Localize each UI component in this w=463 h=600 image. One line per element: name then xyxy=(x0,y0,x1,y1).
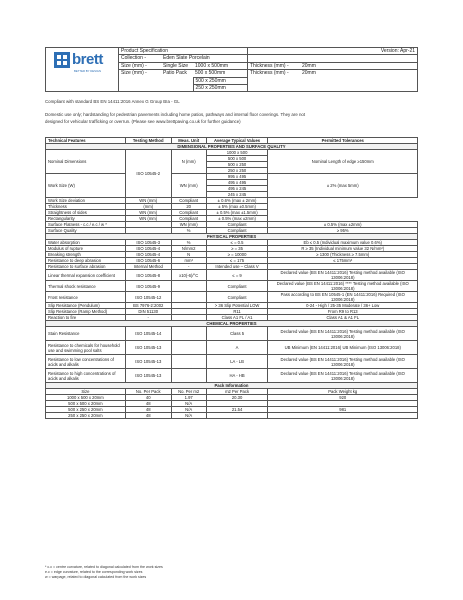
value-cell: ≥ = 35 xyxy=(206,246,268,252)
method-cell: ISO 10545-13 xyxy=(125,369,171,383)
unit-cell xyxy=(171,369,206,383)
unit-cell xyxy=(171,292,206,303)
tolerance-cell: Declared value (BS EN 14411:2016) **** Testing method available (ISO 13006:2018) xyxy=(268,281,418,292)
tolerance-cell: UB Minimum (EN 14411:2016) UB Minimum (ISO 13006:2018) xyxy=(268,341,418,355)
unit-cell: WN (mm) xyxy=(125,216,171,222)
pack-col-header: Pack Weight kg xyxy=(268,389,418,395)
row-label: Surface Quality xyxy=(46,228,126,234)
tolerance-cell: ± 0.6% (max ± 2mm) xyxy=(206,198,268,204)
row-label: Resistance to deep abrasion xyxy=(46,258,126,264)
tolerance-cell: Declared value (BS EN 14411:2016) Testing method available (ISO 13006:2018) xyxy=(268,355,418,369)
col-header: Testing Method xyxy=(125,138,171,144)
pack-weight: 981 xyxy=(268,407,418,413)
pack-rows xyxy=(46,395,418,419)
method-cell: BS 7976-2:2002 xyxy=(125,303,171,309)
thickness-label-2: Thickness (mm) - xyxy=(248,70,301,77)
value-cell: 245 x 245 xyxy=(206,192,268,198)
tolerance-cell: Nominal Length of edge ≥150mm xyxy=(268,150,418,174)
unit-cell: mm³ xyxy=(171,258,206,264)
value-cell: 495 x 245 xyxy=(206,186,268,192)
use-note-line1: Domestic use only; hardstanding for pedestrian pavements including home patios, pathways and internal floor coverings. They are not xyxy=(45,112,306,117)
value-cell: ≤ = 0.5 xyxy=(206,240,268,246)
table-row xyxy=(46,369,418,383)
pack-size: 500 x 500 x 20mm xyxy=(46,401,126,407)
pack-per-pack: 48 xyxy=(125,407,171,413)
value-cell: Compliant xyxy=(206,292,268,303)
pack-m2 xyxy=(206,413,268,419)
row-label: Nominal Dimensions xyxy=(46,150,126,174)
row-label: Slip Resistance (Pendulum) xyxy=(46,303,126,309)
value-cell: 495 x 495 xyxy=(206,180,268,186)
value-cell: Class 5 xyxy=(206,327,268,341)
value-cell: A xyxy=(206,341,268,355)
pack-m2: 21.54 xyxy=(206,407,268,413)
tolerance-cell: ≥ 1300 (Thickness ≥ 7.5mm) xyxy=(268,252,418,258)
method-cell: Internal Method xyxy=(125,264,171,270)
row-label: Thickness xyxy=(46,204,126,210)
value-cell: Class A1 FL / A1 xyxy=(206,315,268,321)
row-label: Resistance to high concentrations of acids and alkalis xyxy=(46,369,126,383)
size-type: Single Size xyxy=(161,62,193,69)
row-label: Breaking strength xyxy=(46,252,126,258)
pack-per-pack: 48 xyxy=(125,413,171,419)
tolerance-cell: ± 5% (max ±0.5mm) xyxy=(206,204,268,210)
brett-logo-icon xyxy=(54,52,70,68)
chemical-rows xyxy=(46,327,418,383)
value-cell: ≤ = 175 xyxy=(206,258,268,264)
value-cell: R11 xyxy=(206,309,268,315)
pack-size: 250 x 250 x 20mm xyxy=(46,413,126,419)
tolerance-cell: ± 0.5% (max ±1.5mm) xyxy=(206,210,268,216)
pack-col-header: No. Per m2 xyxy=(171,389,206,395)
collection-value: Eden Slate Porcelain xyxy=(161,55,248,62)
thickness-value: 20mm xyxy=(300,62,418,69)
version-label: Version: Apr-21 xyxy=(248,48,418,55)
row-label: Surface Flatness - c.c / e.c / w * xyxy=(46,222,126,228)
pack-per-pack: 40 xyxy=(125,395,171,401)
footnote: * c.c = centre curvature, related to diagonal calculated from the work sizes xyxy=(45,565,163,569)
size-label-2: Size (mm) - xyxy=(119,70,162,77)
pack-col-header: No. Per Pack xyxy=(125,389,171,395)
row-label: Work Size deviation xyxy=(46,198,126,204)
table-row xyxy=(46,292,418,303)
section-heading: DIMENSIONAL PROPERTIES AND SURFACE QUALITY xyxy=(46,144,418,150)
unit-cell: WN (mm) xyxy=(125,210,171,216)
tolerance-cell: ≤ 175mm³ xyxy=(268,258,418,264)
footnotes xyxy=(45,565,163,579)
size-value-2a: 500 x 500mm xyxy=(193,70,248,77)
use-note-line2: designed for vehicular trafficking or overrun. (Please see www.brettpaving.co.uk for further guidance) xyxy=(45,119,241,124)
product-spec-title: Product Specification xyxy=(119,48,248,55)
thickness-label: Thickness (mm) - xyxy=(248,62,301,69)
tolerance-cell: From R9 to R13 xyxy=(268,309,418,315)
col-header: Meas. Unit xyxy=(171,138,206,144)
value-cell: Compliant xyxy=(171,216,206,222)
value-cell: Intended use – Class V xyxy=(206,264,268,270)
method-cell: ISO 10545-6 xyxy=(125,258,171,264)
table-row xyxy=(46,281,418,292)
tolerance-cell: ± 0.5% (max ±2mm) xyxy=(206,216,268,222)
method-cell: ISO 10545-2 xyxy=(125,150,171,198)
method-cell: ISO 10545-9 xyxy=(125,281,171,292)
col-header: Average Typical Values xyxy=(206,138,268,144)
section-heading: CHEMICAL PROPERTIES xyxy=(46,321,418,327)
dimension-rows xyxy=(46,198,418,234)
tolerance-cell: 0-24 - High / 25-35 Moderate / 36+ Low xyxy=(268,303,418,309)
row-label: Reaction to fire xyxy=(46,315,126,321)
unit-cell: (mm) xyxy=(125,204,171,210)
method-cell: ISO 10545-13 xyxy=(125,341,171,355)
tolerance-cell: Declared value (BS EN 14411:2016) Testing method available (ISO 13006:2018) xyxy=(268,270,418,281)
pack-m2: 20.30 xyxy=(206,395,268,401)
unit-cell xyxy=(171,327,206,341)
row-label: Water absorption xyxy=(46,240,126,246)
method-cell: ISO 10545-4 xyxy=(125,246,171,252)
technical-spec-table xyxy=(45,137,418,419)
value-cell: ≤ = 9 xyxy=(206,270,268,281)
row-label: Linear thermal expansion coefficient xyxy=(46,270,126,281)
size-value-2c: 250 x 250mm xyxy=(193,85,248,92)
method-cell: - xyxy=(125,315,171,321)
pack-col-header: m2 Per Pack xyxy=(206,389,268,395)
physical-rows xyxy=(46,240,418,321)
value-cell: 250 x 250 xyxy=(206,168,268,174)
unit-cell: x10(-6)/°C xyxy=(171,270,206,281)
method-cell: ISO 10545-14 xyxy=(125,327,171,341)
unit-cell: % xyxy=(171,240,206,246)
value-cell: ≥ = 10000 xyxy=(206,252,268,258)
table-row xyxy=(46,270,418,281)
value-cell: LA - LB xyxy=(206,355,268,369)
tolerance-cell: ± 2% (max 5mm) xyxy=(268,174,418,198)
value-cell: 995 x 495 xyxy=(206,174,268,180)
pack-per-m2: N/A xyxy=(171,413,206,419)
value-cell: Compliant xyxy=(171,198,206,204)
unit-cell: % xyxy=(171,228,206,234)
table-row xyxy=(46,341,418,355)
unit-cell: WN (mm) xyxy=(171,222,206,228)
unit-cell: N (mm) xyxy=(171,150,206,174)
unit-cell xyxy=(171,281,206,292)
row-label: Rectangularity xyxy=(46,216,126,222)
method-cell: ISO 10545-8 xyxy=(125,270,171,281)
tolerance-cell: ≥ 95% xyxy=(268,228,418,234)
brett-logo xyxy=(52,50,118,80)
row-label: Resistance to low concentrations of acids and alkalis xyxy=(46,355,126,369)
value-cell: Compliant xyxy=(206,281,268,292)
footnote: w = warpage, related to diagonal calculated from the work sizes xyxy=(45,574,147,579)
pack-row xyxy=(46,413,418,419)
tolerance-cell: Declared value (BS EN 14411:2016) Testing method available (ISO 13006:2018) xyxy=(268,327,418,341)
size-value-2b: 500 x 250mm xyxy=(193,77,248,84)
tolerance-cell: R ≥ 35 (Individual minimum value 32 N/mm²) xyxy=(268,246,418,252)
row-label: Work Size (W) xyxy=(46,174,126,198)
method-cell: ISO 10545-13 xyxy=(125,355,171,369)
pack-size: 1000 x 500 x 20mm xyxy=(46,395,126,401)
method-cell: DIN 51130 xyxy=(125,309,171,315)
unit-cell: N xyxy=(171,252,206,258)
col-header: Technical Features xyxy=(46,138,126,144)
unit-cell xyxy=(171,341,206,355)
table-row xyxy=(46,222,418,228)
pack-col-header: Size xyxy=(46,389,126,395)
row-label: Frost resistance xyxy=(46,292,126,303)
value-cell: 500 x 500 xyxy=(206,156,268,162)
value-cell: Compliant xyxy=(206,222,268,228)
col-header: Permitted Tolerances xyxy=(268,138,418,144)
unit-cell: WN (mm) xyxy=(171,174,206,198)
footnote: e.c = edge curvature, related to the corresponding work sizes xyxy=(45,569,143,574)
size-type-2: Patio Pack xyxy=(161,70,193,77)
compliance-note: Compliant with standard BS EN 14411:2016 Annex G Group BIa - GL xyxy=(45,99,180,104)
value-cell: 500 x 250 xyxy=(206,162,268,168)
tolerance-cell: ± 0.5% (max ±2mm) xyxy=(268,222,418,228)
row-label: Thermal shock resistance xyxy=(46,281,126,292)
pack-per-m2: N/A xyxy=(171,407,206,413)
tolerance-cell: Pass according to BS EN 10545-1 (EN 14411:2016) Required (ISO 13006:2018) xyxy=(268,292,418,303)
tolerance-cell: Class A1 & A1 FL xyxy=(268,315,418,321)
pack-weight: 920 xyxy=(268,395,418,401)
value-cell: 20 xyxy=(171,204,206,210)
section-heading: Pack Information xyxy=(46,383,418,389)
tolerance-cell: Eb ≤ 0.5 (Individual maximum value 0.6%) xyxy=(268,240,418,246)
tolerance-cell: Declared value (BS EN 14411:2016) Testing method available (ISO 13006:2018) xyxy=(268,369,418,383)
row-label: Modulus of rupture xyxy=(46,246,126,252)
table-row xyxy=(46,327,418,341)
pack-size: 500 x 250 x 20mm xyxy=(46,407,126,413)
row-label: Resistance to surface abrasion xyxy=(46,264,126,270)
unit-cell xyxy=(171,355,206,369)
pack-per-pack: 48 xyxy=(125,401,171,407)
logo-wordmark: brett xyxy=(72,51,103,68)
pack-per-m2: 1.97 xyxy=(171,395,206,401)
unit-cell: WN (mm) xyxy=(125,198,171,204)
collection-label: Collection - xyxy=(119,55,162,62)
unit-cell: N/mm2 xyxy=(171,246,206,252)
thickness-value-2: 20mm xyxy=(300,70,418,77)
method-cell: ISO 10545-4 xyxy=(125,252,171,258)
unit-cell: - xyxy=(171,264,206,270)
pack-weight xyxy=(268,413,418,419)
method-cell: ISO 10545-12 xyxy=(125,292,171,303)
table-row xyxy=(46,355,418,369)
method-cell: ISO 10545-3 xyxy=(125,240,171,246)
row-label: Resistance to chemicals for household use and swimming pool salts xyxy=(46,341,126,355)
row-label: Slip Resistance (Ramp Method) xyxy=(46,309,126,315)
row-label: Straightness of sides xyxy=(46,210,126,216)
size-label: Size (mm) - xyxy=(119,62,162,69)
row-label: Stain Resistance xyxy=(46,327,126,341)
value-cell: Compliant xyxy=(206,228,268,234)
logo-tagline: BETTER BY DESIGN xyxy=(74,69,101,73)
pack-per-m2: N/A xyxy=(171,401,206,407)
value-cell: 1000 x 500 xyxy=(206,150,268,156)
value-cell: HA - HB xyxy=(206,369,268,383)
value-cell: > 36 Slip Potential LOW xyxy=(206,303,268,309)
section-heading: PHYSICAL PROPERTIES xyxy=(46,234,418,240)
value-cell: Compliant xyxy=(171,210,206,216)
size-value: 1000 x 500mm xyxy=(193,62,248,69)
